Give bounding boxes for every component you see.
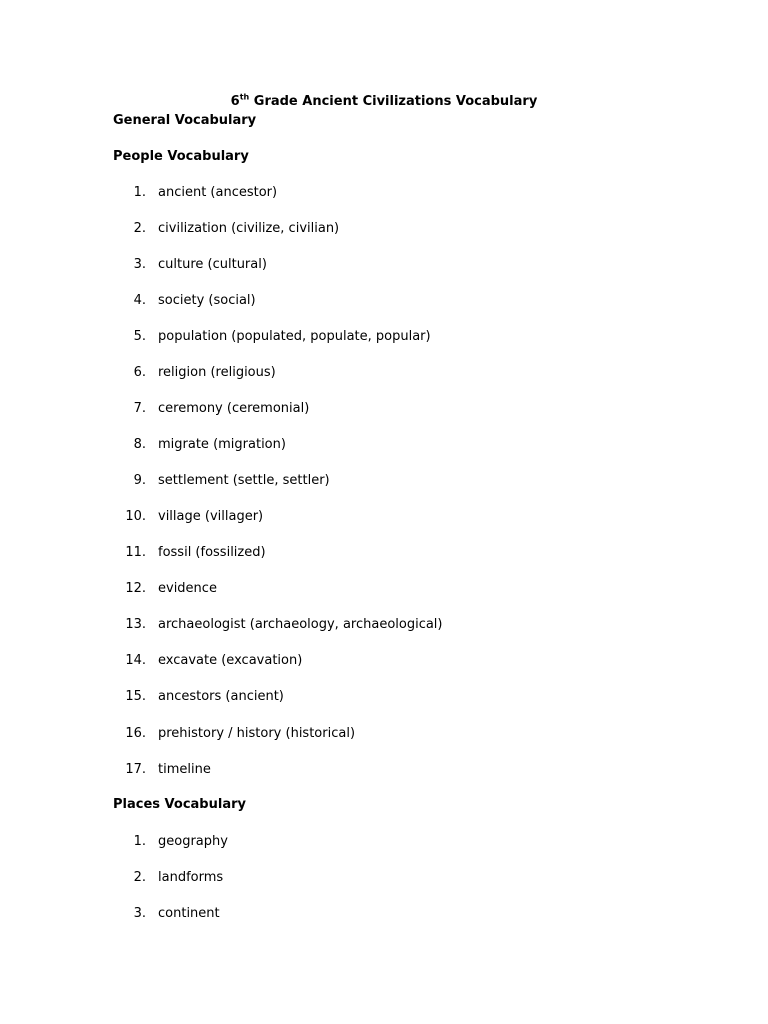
item-term: fossil (fossilized) [158, 545, 266, 560]
item-number: 9. [133, 473, 146, 488]
item-number: 13. [125, 617, 146, 632]
item-number: 7. [133, 401, 146, 416]
item-number: 8. [133, 437, 146, 452]
item-term: excavate (excavation) [158, 653, 303, 668]
heading-general-vocabulary: General Vocabulary [113, 113, 257, 128]
item-term: ceremony (ceremonial) [158, 401, 310, 416]
item-term: landforms [158, 870, 224, 885]
item-term: evidence [158, 581, 217, 596]
item-number: 1. [133, 185, 146, 200]
item-number: 11. [125, 545, 146, 560]
item-term: timeline [158, 762, 211, 777]
page-title [0, 94, 768, 109]
item-number: 1. [133, 834, 146, 849]
item-term: society (social) [158, 293, 256, 308]
item-term: ancient (ancestor) [158, 185, 278, 200]
item-number: 16. [125, 726, 146, 741]
item-term: civilization (civilize, civilian) [158, 221, 340, 236]
item-term: religion (religious) [158, 365, 276, 380]
item-number: 4. [133, 293, 146, 308]
item-number: 3. [133, 906, 146, 921]
item-number: 2. [133, 870, 146, 885]
item-term: ancestors (ancient) [158, 689, 284, 704]
heading-people-vocabulary: People Vocabulary [113, 149, 249, 164]
item-term: settlement (settle, settler) [158, 473, 330, 488]
item-number: 17. [125, 762, 146, 777]
title-rest: Grade Ancient Civilizations Vocabulary [249, 94, 538, 109]
item-number: 2. [133, 221, 146, 236]
item-term: village (villager) [158, 509, 264, 524]
item-number: 6. [133, 365, 146, 380]
item-number: 14. [125, 653, 146, 668]
item-term: population (populated, populate, popular) [158, 329, 431, 344]
item-term: continent [158, 906, 220, 921]
item-number: 3. [133, 257, 146, 272]
item-number: 12. [125, 581, 146, 596]
item-number: 5. [133, 329, 146, 344]
heading-places-vocabulary: Places Vocabulary [113, 797, 246, 812]
item-term: archaeologist (archaeology, archaeological) [158, 617, 443, 632]
item-term: geography [158, 834, 228, 849]
title-prefix: 6 [230, 94, 240, 109]
item-number: 10. [125, 509, 146, 524]
item-term: culture (cultural) [158, 257, 267, 272]
item-term: migrate (migration) [158, 437, 286, 452]
title-superscript: th [239, 92, 250, 102]
item-term: prehistory / history (historical) [158, 726, 356, 741]
item-number: 15. [125, 689, 146, 704]
